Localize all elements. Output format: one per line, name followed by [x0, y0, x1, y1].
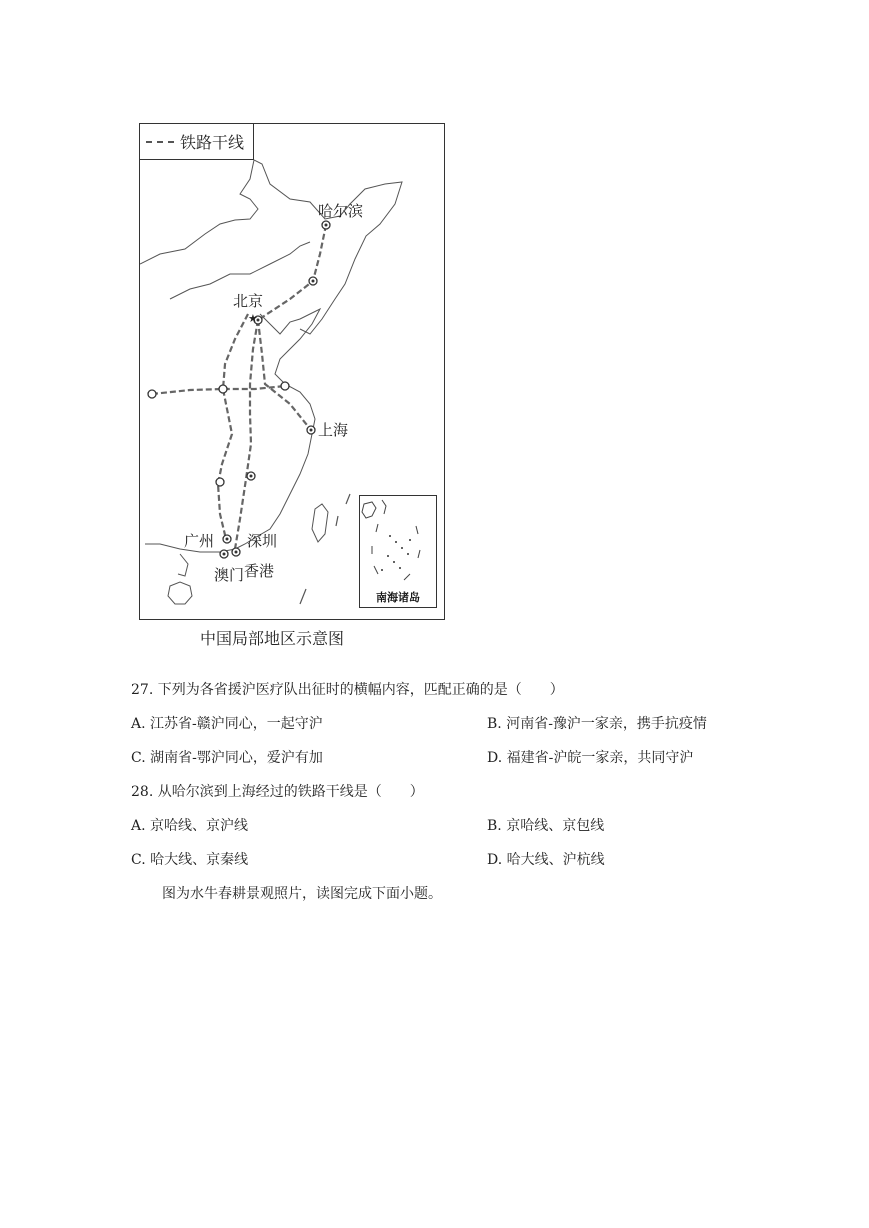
- marker-changsha: [216, 478, 224, 486]
- next-section-intro: 图为水牛春耕景观照片，读图完成下面小题。: [162, 886, 442, 902]
- city-label-beijing: 北京: [233, 292, 264, 310]
- legend-label: 铁路干线: [180, 133, 245, 152]
- rail-beijing-kowloon: [235, 320, 258, 549]
- city-label-hongkong: 香港: [244, 562, 275, 580]
- marker-west: [148, 390, 156, 398]
- question-28-option-c: C. 哈大线、京秦线: [131, 852, 249, 868]
- railway-legend-line-icon: [146, 141, 174, 143]
- question-28-stem: 28. 从哈尔滨到上海经过的铁路干线是（ ）: [131, 784, 424, 800]
- marker-zhengzhou: [219, 385, 227, 393]
- inset-label: 南海诸岛: [376, 591, 420, 604]
- question-27-stem: 27. 下列为各省援沪医疗队出征时的横幅内容，匹配正确的是（ ）: [131, 682, 564, 698]
- question-28-option-d: D. 哈大线、沪杭线: [487, 852, 605, 868]
- city-label-guangzhou: 广州: [184, 532, 215, 550]
- marker-xuzhou: [281, 382, 289, 390]
- map-legend: [140, 124, 254, 160]
- question-28-option-b: B. 京哈线、京包线: [487, 818, 605, 834]
- city-label-harbin: 哈尔滨: [318, 202, 364, 220]
- city-label-shanghai: 上海: [318, 421, 349, 439]
- rail-beijing-guangzhou-west: [218, 314, 248, 539]
- north-border: [140, 160, 258, 264]
- rail-beijing-shanghai: [258, 320, 311, 430]
- south-china-sea-inset: [359, 495, 437, 608]
- question-27-option-b: B. 河南省-豫沪一家亲，携手抗疫情: [487, 716, 707, 732]
- question-27-option-c: C. 湖南省-鄂沪同心，爱沪有加: [131, 750, 323, 766]
- city-label-macau: 澳门: [214, 566, 245, 584]
- taiwan-island: [312, 504, 328, 542]
- map-caption: 中国局部地区示意图: [200, 629, 345, 648]
- railway-map: [139, 123, 445, 620]
- leizhou-peninsula: [178, 554, 188, 576]
- inset-drawing: [360, 496, 436, 586]
- city-label-shenzhen: 深圳: [247, 532, 278, 550]
- rail-harbin-beijing: [258, 225, 326, 320]
- question-28-option-a: A. 京哈线、京沪线: [131, 818, 249, 834]
- hainan-island: [168, 582, 192, 604]
- beijing-star-icon: ★: [248, 312, 258, 325]
- city-markers: [148, 221, 330, 558]
- bohai-coast: [145, 309, 320, 552]
- question-27-option-a: A. 江苏省-赣沪同心，一起守沪: [131, 716, 323, 732]
- question-27-option-d: D. 福建省-沪皖一家亲，共同守沪: [487, 750, 694, 766]
